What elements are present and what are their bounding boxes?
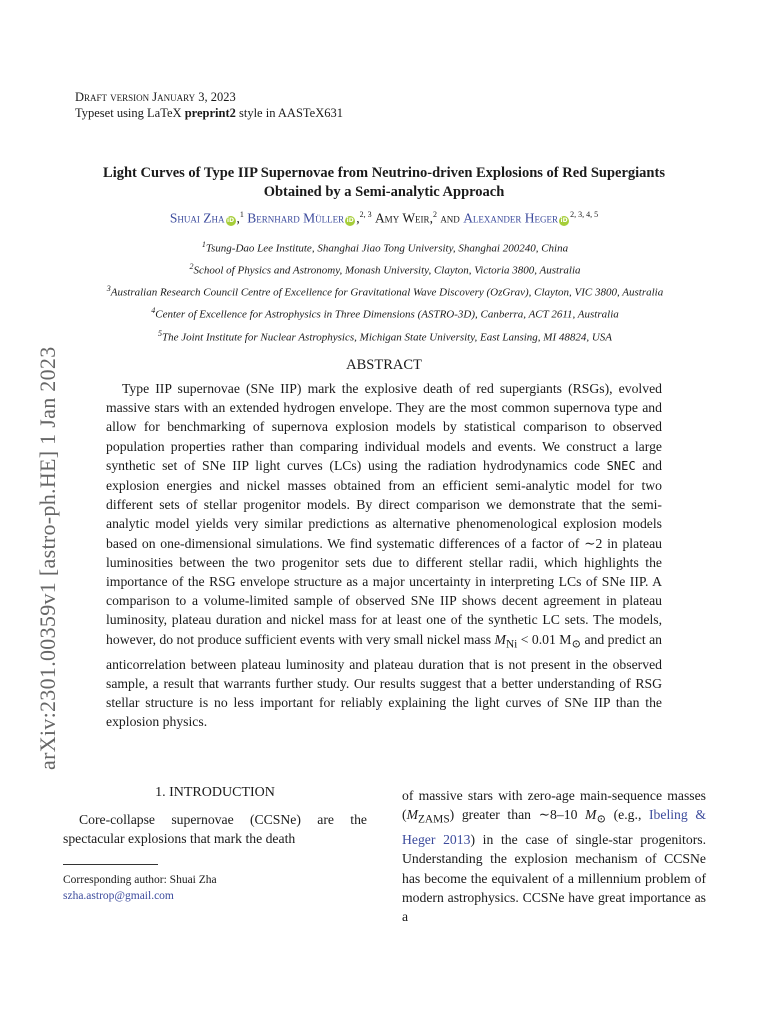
math-subscript: Ni bbox=[505, 638, 518, 651]
arxiv-identifier[interactable]: arXiv:2301.00359v1 [astro-ph.HE] 1 Jan 2023 bbox=[35, 346, 60, 770]
paper-title: Light Curves of Type IIP Supernovae from Neutrino-driven Explosions of Red Supergiants Obtained by a Semi-analytic Approach bbox=[103, 165, 665, 200]
author-name[interactable]: Shuai Zha bbox=[169, 210, 225, 226]
affiliation bbox=[60, 258, 710, 280]
affiliation bbox=[60, 302, 710, 324]
corresponding-author: Corresponding author: Shuai Zha bbox=[63, 874, 217, 886]
author-affil: 1 bbox=[239, 210, 244, 219]
math-symbol: M bbox=[406, 807, 418, 823]
body-text: ) greater than ∼8–10 bbox=[449, 807, 586, 823]
orcid-icon[interactable]: iD bbox=[346, 216, 354, 224]
citation-link[interactable]: Ibeling & Heger 2013 bbox=[402, 807, 706, 848]
affiliation-number: 3 bbox=[106, 284, 111, 294]
affiliation-number: 2 bbox=[189, 262, 194, 272]
body-text: (e.g., bbox=[606, 807, 649, 823]
math-symbol: M bbox=[494, 631, 506, 647]
author-name[interactable]: Alexander Heger bbox=[463, 210, 559, 226]
typeset-prefix: Typeset using bbox=[75, 106, 148, 120]
body-text: ) in the case of single-star progenitors. Understanding the explosion mechanism of CCSNe has become the equivalent of a millennium problem of modern astrophysics. CCSNe have great importance as a bbox=[402, 832, 706, 924]
author-list: Shuai Zha iD ,$^1$ Bernhard Müller iD ,$^{2, 3}$ Amy Weir,$^2$ and Alexander Heger iD$^{2, 3, 4, 5}$ bbox=[169, 210, 599, 226]
draft-line: Draft version January 3, 2023 bbox=[75, 90, 236, 104]
typeset-suffix: style in AASTeX631 bbox=[235, 106, 343, 120]
affiliation bbox=[60, 325, 710, 347]
author-name[interactable]: Bernhard Müller bbox=[247, 210, 345, 226]
affiliation-text: Tsung-Dao Lee Institute, Shanghai Jiao Tong University, Shanghai 200240, China bbox=[205, 242, 569, 255]
sun-symbol: ⊙ bbox=[596, 813, 607, 826]
code-name: SNEC bbox=[606, 458, 636, 473]
affiliation-text: School of Physics and Astronomy, Monash University, Clayton, Victoria 3800, Australia bbox=[193, 264, 581, 277]
math-expression: < 0.01 M bbox=[517, 631, 572, 647]
affiliation bbox=[60, 236, 710, 258]
math-subscript: ZAMS bbox=[417, 813, 450, 826]
typeset-line bbox=[75, 105, 343, 121]
orcid-icon[interactable]: iD bbox=[560, 216, 568, 224]
footnote bbox=[63, 872, 217, 904]
footnote-divider bbox=[63, 864, 158, 865]
affiliation-text: Australian Research Council Centre of Excellence for Gravitational Wave Discovery (OzGrav), Clayton, VIC 3800, Australia bbox=[110, 286, 664, 299]
abstract-heading: ABSTRACT bbox=[346, 357, 422, 373]
author-conjunction: and bbox=[440, 210, 460, 226]
abstract-text: Type IIP supernovae (SNe IIP) mark the explosive death of red supergiants (RSGs), evolved massive stars with an extended hydrogen envelope. They are the most common supernova type and allow for benchmarking of supernova explosion models by statistical comparison to observed population properties rather than comparing individual models and events. We construct a large synthetic set of SNe IIP light curves (LCs) using the radiation hydrodynamics code bbox=[106, 381, 662, 473]
body-text: of massive stars with zero-age main-sequence masses ( bbox=[402, 788, 706, 823]
affiliation-number: 1 bbox=[201, 240, 206, 249]
math-symbol: M bbox=[585, 807, 597, 823]
intro-left-column: Core-collapse supernovae (CCSNe) are the spectacular explosions that mark the death bbox=[63, 812, 367, 847]
abstract-text: and predict an anticorrelation between plateau luminosity and plateau duration that is not present in the observed sample, a result that warrants further study. Our results suggest that a better understanding of RSG stellar structure is no less important for reliably explaining the light curves of SNe IIP than the explosion physics. bbox=[106, 631, 663, 730]
sun-symbol: ⊙ bbox=[571, 638, 582, 651]
latex-logo: LaTeX bbox=[147, 106, 182, 120]
intro-right-column bbox=[402, 786, 706, 926]
affiliation-text: Center of Excellence for Astrophysics in Three Dimensions (ASTRO-3D), Canberra, ACT 2611, Australia bbox=[155, 309, 619, 322]
affiliation-number: 4 bbox=[151, 306, 156, 316]
author-affil: 2, 3 bbox=[359, 210, 372, 219]
affiliation-text: The Joint Institute for Nuclear Astrophysics, Michigan State University, East Lansing, MI 48824, USA bbox=[161, 331, 613, 344]
section-heading: 1. INTRODUCTION bbox=[155, 785, 275, 800]
affiliation-number: 5 bbox=[157, 328, 162, 338]
affiliation bbox=[60, 280, 710, 302]
abstract-text: and explosion energies and nickel masses obtained from an efficient semi-analytic model for two different sets of stellar progenitor models. By direct comparison we demonstrate that the semi-analytic model yields very similar predictions as alternative phenomenological explosion models based on one-dimensional simulations. We find systematic differences of a factor of ∼2 in plateau luminosities between the two progenitor sets due to different stellar radii, which highlights the importance of the RSG envelope structure as a major uncertainty in interpreting LCs of SNe IIP. A comparison to a volume-limited sample of observed SNe IIP shows decent agreement in plateau luminosity, plateau duration and nickel mass for at least one of the synthetic LC sets. The models, however, do not produce sufficient events with very small nickel mass bbox=[106, 457, 663, 647]
email-link[interactable]: szha.astrop@gmail.com bbox=[63, 890, 174, 902]
typeset-style: preprint2 bbox=[184, 106, 236, 120]
affiliation-list bbox=[60, 236, 710, 347]
draft-header bbox=[75, 89, 343, 121]
abstract-body bbox=[106, 379, 662, 731]
author-affil: 2 bbox=[432, 210, 437, 219]
author-name: Amy Weir bbox=[374, 210, 430, 226]
orcid-icon[interactable]: iD bbox=[227, 216, 235, 224]
author-affil: 2, 3, 4, 5 bbox=[570, 210, 599, 219]
